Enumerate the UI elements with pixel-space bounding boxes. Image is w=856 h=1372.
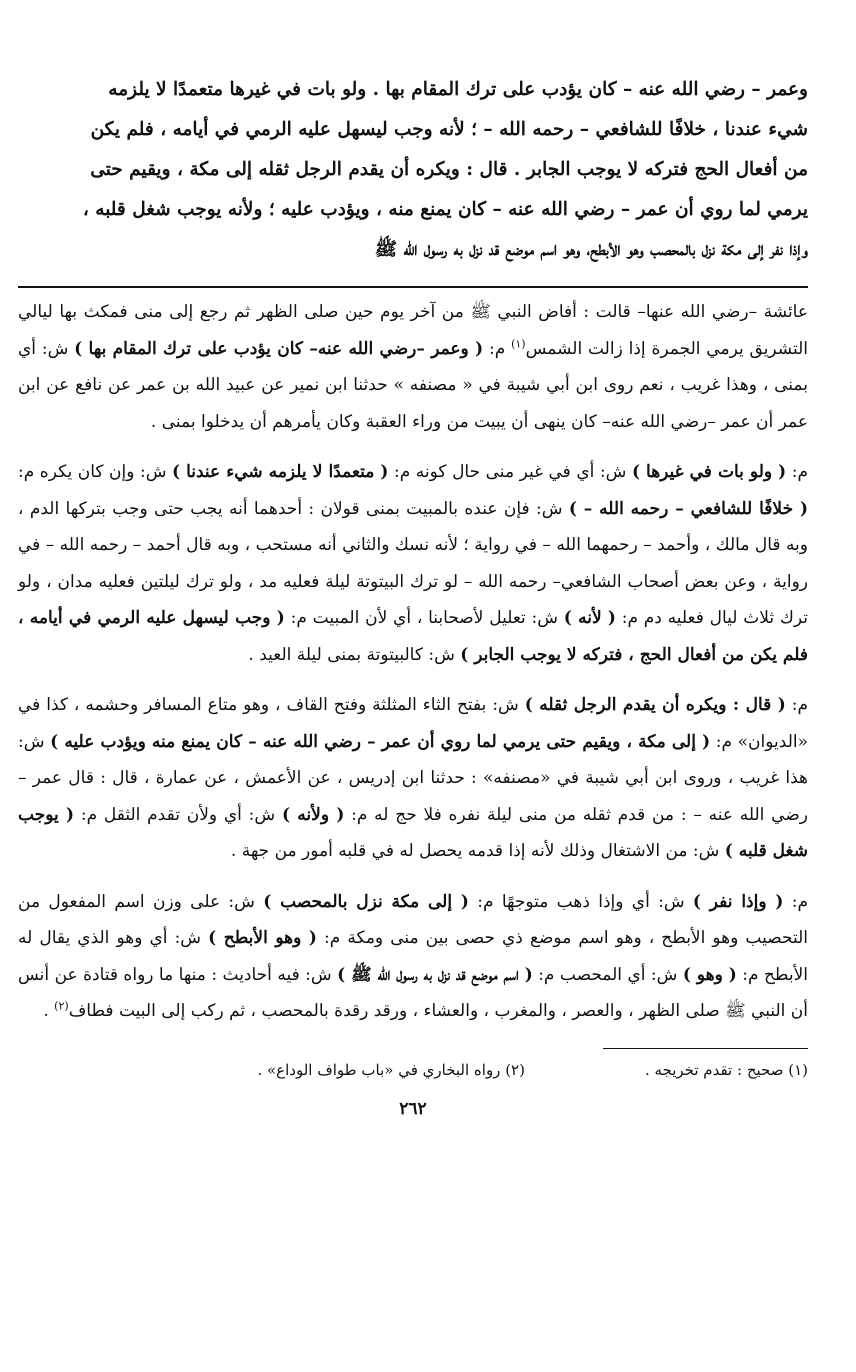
commentary-text: ش: أي بمنى ، وهذا غريب ، نعم روى ابن أبي شيبة في « مصنفه » حدثنا ابن نمير عن عبيد الله بن عمر عن نافع عن ابن عمر أن عمر –رضي الله عنه– كان ينهى أن يبيت من وراء العقبة وكان يأمرهم أن يدخلوا بمنى .: [18, 338, 808, 432]
commentary-text: ش: من الاشتغال وذلك لأنه إذا قدمه يحصل له في قلبه أمور من جهة .: [230, 841, 725, 861]
matn-quote: ( وجب ليسهل عليه الرمي في أيامه ، فلم يكن من أفعال الحج ، فتركه لا يوجب الجابر ): [18, 608, 808, 665]
matn-quote: ( خلافًا للشافعي – رحمه الله – ): [568, 498, 808, 519]
commentary-text: ش: فإن عنده بالمبيت بمنى قولان : أحدهما أنه يجب حتى وجب بتركها الدم ، وبه قال مالك ، وأحمد – رحمهما الله – في رواية ؛ لأنه نسك والثاني أنه مستحب ، وبه قال أحمد – رحمه الله – في رواية ، وعن بعض أصحاب الشافعي– رحمه الله – لو ترك البيتوتة ليلة فعليه مد ، ولو ترك ليلتين فعليه مدان ، ولو ترك ثلاث ليال فعليه دم م:: [18, 498, 809, 628]
page-number: ٢٦٢: [399, 1098, 427, 1119]
commentary-text: ش: وإن كان يكره م:: [18, 462, 172, 482]
commentary-text: م:: [786, 462, 808, 482]
matn-line: شيء عندنا ، خلافًا للشافعي – رحمه الله – ؛ لأنه وجب ليسهل عليه الرمي في أيامه ، فلم يكن: [90, 119, 808, 140]
footnotes: [18, 1059, 808, 1081]
commentary-text: ش: أي المحصب م:: [532, 964, 683, 985]
commentary-paragraph: [18, 687, 808, 870]
commentary-text: ش: أي وهو الذي يقال له الأبطح م:: [18, 928, 809, 985]
matn-quote: ( يوجب شغل قلبه ): [18, 804, 808, 861]
matn-quote: ( قال : ويكره أن يقدم الرجل ثقله ): [524, 695, 786, 715]
commentary-text: م:: [483, 338, 512, 359]
commentary-text: ش: أي ولأن تقدم الثقل م:: [74, 804, 282, 825]
matn-quote: ( وعمر –رضي الله عنه– كان يؤدب على ترك المقام بها ): [74, 338, 484, 359]
matn-line: من أفعال الحج فتركه لا يوجب الجابر . قال : ويكره أن يقدم الرجل ثقله إلى مكة ، ويقيم حتى: [90, 159, 808, 180]
commentary-text: ش: تعليل لأصحابنا ، أي لأن المبيت م:: [284, 608, 564, 628]
commentary-text: عائشة –رضي الله عنها– قالت : أفاض النبي ﷺ من آخر يوم حين صلى الظهر ثم رجع إلى منى فمكث بها ليالي التشريق يرمي الجمرة إذا زالت الشمس: [18, 302, 808, 359]
book-page: [18, 70, 808, 1372]
commentary-paragraph: [18, 884, 808, 1030]
footnote-item: (٢) رواه البخاري في «باب طواف الوداع» .: [257, 1060, 525, 1079]
commentary-text: م:: [783, 891, 808, 912]
footnote-ref: (٢): [54, 999, 69, 1013]
commentary-text: ش: بفتح الثاء المثلثة وفتح القاف ، وهو متاع المسافر وحشمه ، كذا في «الديوان» م:: [18, 695, 808, 752]
matn-quote: ( لأنه ): [563, 608, 616, 628]
matn-text-block: [18, 70, 808, 270]
commentary-text: م:: [785, 695, 808, 715]
commentary-text: ش: أي وإذا ذهب متوجهًا م:: [468, 891, 693, 912]
matn-line: وإذا نفر إلى مكة نزل بالمحصب وهو الأبطح، وهو اسم موضع قد نزل به رسول الله ﷺ: [374, 239, 808, 260]
matn-quote: ( ولو بات في غيرها ): [631, 462, 787, 482]
matn-quote: ( وهو الأبطح ): [208, 928, 317, 948]
commentary-text: ش: فيه أحاديث : منها ما رواه قتادة عن أنس أن النبي ﷺ صلى الظهر ، والعصر ، والمغرب ، والعشاء ، ورقد رقدة بالمحصب ، ثم ركب إلى البيت فطاف: [18, 964, 808, 1021]
commentary-paragraph: [18, 294, 808, 440]
commentary-text: ش: هذا غريب ، وروى ابن أبي شيبة في «مصنفه» : حدثنا ابن إدريس ، عن الأعمش ، عن عمارة ، قال : قال عمر – رضي الله عنه – : من قدم ثقله من منى ليلة نفره فلا حج له م:: [18, 731, 808, 825]
matn-quote: ( وإذا نفر ): [692, 891, 784, 912]
matn-line: يرمي لما روي أن عمر – رضي الله عنه – كان يمنع منه ، ويؤدب عليه ؛ ولأنه يوجب شغل قلبه ،: [82, 199, 808, 220]
matn-quote: ( ولأنه ): [281, 804, 345, 825]
matn-quote: ( متعمدًا لا يلزمه شيء عندنا ): [172, 462, 389, 482]
section-divider: [18, 286, 808, 288]
matn-quote: ( اسم موضع قد نزل به رسول الله ﷺ ): [337, 964, 533, 985]
matn-quote: ( وهو ): [682, 964, 737, 985]
matn-line: وعمر – رضي الله عنه – كان يؤدب على ترك المقام بها . ولو بات في غيرها متعمدًا لا يلزمه: [108, 79, 808, 100]
footnote-ref: (١): [511, 336, 526, 350]
commentary-text: ش: أي في غير منى حال كونه م:: [388, 462, 632, 482]
matn-quote: ( إلى مكة ، ويقيم حتى يرمي لما روي أن عمر – رضي الله عنه – كان يمنع منه ويؤدب عليه ): [50, 731, 711, 752]
commentary-text: ش: على وزن اسم المفعول من التحصيب وهو الأبطح ، وهو اسم موضع ذي حصى بين منى ومكة م:: [18, 891, 808, 948]
footnote-item: (١) صحيح : تقدم تخريجه .: [644, 1060, 808, 1079]
commentary-text: ش: كالبيتوتة بمنى ليلة العيد .: [248, 644, 461, 665]
commentary-paragraph: [18, 454, 808, 673]
footnote-divider: [603, 1048, 808, 1049]
commentary-text: .: [43, 1001, 55, 1021]
matn-quote: ( إلى مكة نزل بالمحصب ): [263, 891, 469, 912]
